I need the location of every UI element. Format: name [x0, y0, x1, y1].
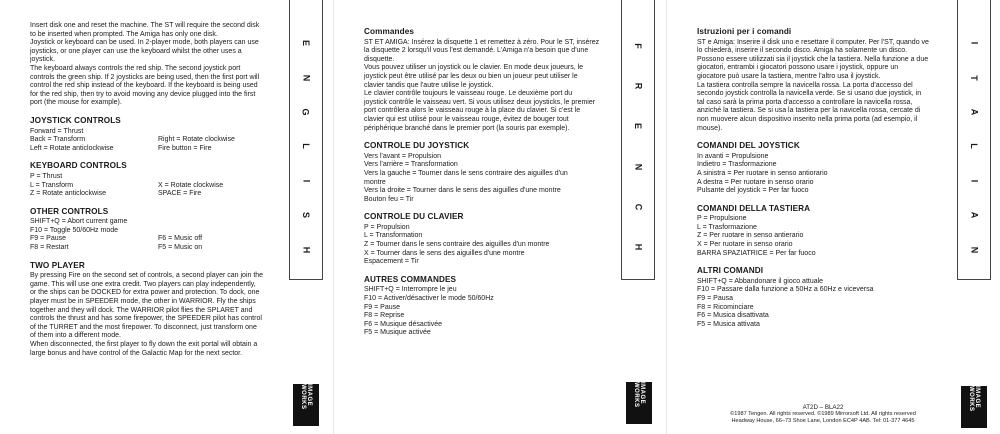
image-works-logo: IMAGE WORKS [961, 386, 987, 428]
tab-letter: E [300, 40, 311, 47]
text-line: F8 = Reprise [364, 312, 405, 320]
text-line: of the TURRET and the most firepower. To disconnect, just transform one [30, 323, 257, 331]
french-section [364, 22, 612, 338]
text-line: P = Propulsion [364, 223, 410, 231]
tab-letter: G [300, 108, 311, 116]
text-line: La tastiera controlla sempre la navicella rossa. La porta d'accesso del [697, 81, 913, 89]
tab-letter: L [301, 143, 311, 150]
text-line: SHIFT+Q = Abort current game [30, 218, 128, 226]
control-entry: Z = Rotate anticlockwise [30, 190, 107, 198]
panel-fold-2 [666, 0, 667, 434]
text-line: périphérique branché dans le premier port (la souris par exemple). [364, 124, 570, 132]
tab-letter: C [633, 203, 643, 210]
english-other-controls [30, 235, 280, 252]
control-entry: SPACE = Fire [158, 190, 202, 198]
text-line: L = Trasformazione [697, 223, 757, 231]
publisher-address: Headway House, 66–73 Shoe Lane, London EC4P 4AB. Tel: 01-377 4645 [731, 418, 915, 425]
text-line: secondo joystick controlla la navicella verde. Se si usano due joystick, in [697, 90, 922, 98]
tab-letter: H [301, 246, 311, 253]
english-other-lines [30, 218, 280, 235]
control-entry: Back = Transform [30, 136, 86, 144]
tab-letter: I [968, 179, 979, 183]
text-line: controls the green ship. If 2 joysticks are being used, then the first port will [30, 73, 260, 81]
text-line: Vers l'avant = Propulsion [364, 152, 442, 160]
text-line: joysticks, or one player can use the keyboard whilst the other uses a [30, 47, 242, 55]
image-works-logo: IMAGE WORKS [293, 384, 319, 426]
control-entry: F9 = Pause [30, 235, 66, 243]
control-entry: F8 = Restart [30, 244, 69, 252]
italian-joystick-title: COMANDI DEL JOYSTICK [697, 141, 800, 151]
english-section [30, 22, 280, 358]
text-line: clavier tandis que l'autre utilise le joystick. [364, 81, 494, 89]
text-line: In avanti = Propulsione [697, 152, 769, 160]
text-line: F9 = Pause [364, 303, 400, 311]
control-entry: F6 = Music off [158, 235, 203, 243]
tab-letter: N [301, 74, 311, 81]
text-line: joystick contrôle le vaisseau vert. Si vous utilisez deux joysticks, le premier [364, 98, 596, 106]
text-line: ST e Amiga: Inserire il disk uno e resettare il computer. Per l'ST, quando ve [697, 38, 929, 46]
text-line: Joystick or keyboard can be used. In 2-player mode, both players can use [30, 39, 259, 47]
text-line: la disquette 2 lorsqu'il vous l'est demandé. L'Amiga n'a besoin que d'une [364, 47, 589, 55]
french-keyboard-controls [364, 224, 612, 267]
italian-keyboard-controls [697, 215, 949, 258]
french-joystick-title: CONTROLE DU JOYSTICK [364, 141, 470, 151]
text-line: SHIFT+Q = Abbandonare il gioco attuale [697, 277, 824, 285]
tab-letter: L [969, 143, 979, 150]
tab-letter: R [633, 82, 643, 90]
tab-letter: A [969, 212, 979, 219]
text-line: F8 = Ricominciare [697, 303, 754, 311]
text-line: Bouton feu = Tir [364, 195, 414, 203]
text-line: Insert disk one and reset the machine. The ST will require the second disk [30, 22, 260, 29]
text-line: port (the mouse for example). [30, 99, 122, 107]
english-other-title: OTHER CONTROLS [30, 206, 109, 216]
english-joystick-forward: Forward = Thrust [30, 127, 84, 135]
text-line: to be inserted when prompted. The Amiga has only one disk. [30, 30, 218, 38]
english-keyboard-controls [30, 173, 280, 199]
text-line: joystick peut être utilisé par les deux ou bien un joueur peut utiliser le [364, 72, 578, 80]
text-line: joystick. [30, 56, 55, 64]
text-line: F10 = Activer/désactiver le mode 50/60Hz [364, 295, 494, 303]
text-line: of them into a different mode. [30, 332, 121, 340]
english-joystick-controls [30, 136, 280, 153]
italian-other-controls [697, 278, 949, 330]
text-line: lo chiederà, inserire il secondo disco. Amiga ha solamente un disco. [697, 47, 908, 55]
english-keyboard-title: KEYBOARD CONTROLS [30, 161, 127, 171]
control-entry: Fire button = Fire [158, 144, 212, 152]
french-intro [364, 39, 612, 134]
tab-letter: E [632, 123, 643, 130]
text-line: F5 = Musique activée [364, 329, 431, 337]
tab-letter: S [300, 212, 311, 219]
text-line: By pressing Fire on the second set of controls, a second player can join the [30, 272, 264, 280]
italian-keyboard-title: COMANDI DELLA TASTIERA [697, 203, 811, 213]
text-line: SHIFT+Q = Interrompre le jeu [364, 286, 457, 294]
italian-joystick-controls [697, 153, 949, 196]
text-line: X = Tourner dans le sens des aiguilles d'une montre [364, 249, 525, 257]
text-line: Pulsante del joystick = Per far fuoco [697, 187, 809, 195]
text-line: non muovere alcun dispositivo inserito nella prima porta (ad esempio, il [697, 115, 918, 123]
text-line: A sinistra = Per ruotare in senso antiorario [697, 169, 828, 177]
text-line: A destra = Per ruotare in senso orario [697, 178, 814, 186]
control-entry: F5 = Music on [158, 244, 203, 252]
text-line: port contrôlera alors le vaisseau rouge à la place du clavier. Si c'est le [364, 107, 581, 115]
french-other-title: AUTRES COMMANDES [364, 274, 457, 284]
panel-fold-1 [333, 0, 334, 434]
text-line: clavier qui est utilisé pour le vaisseau rouge, évitez de bouger tout [364, 115, 569, 123]
text-line: mouse). [697, 124, 723, 132]
text-line: for the red ship, then try to avoid moving any device plugged into the first [30, 90, 256, 98]
text-line: Vers l'arrière = Transformation [364, 161, 458, 169]
text-line: Espacement = Tir [364, 258, 419, 266]
english-tab [289, 0, 323, 280]
control-entry: L = Transform [30, 181, 74, 189]
product-code: AT2D – BLA22 [802, 404, 844, 411]
italian-section [697, 22, 949, 329]
text-line: Le clavier contrôle toujours le vaisseau rouge. Le deuxième port du [364, 90, 573, 98]
french-other-controls [364, 286, 612, 338]
text-line: disquette. [364, 55, 395, 63]
tab-letter: N [633, 163, 643, 170]
tab-letter: T [969, 74, 979, 81]
text-line: player must be in SPEEDER mode, the other in WARRIOR. Fly the ships [30, 298, 256, 306]
tab-letter: I [968, 41, 979, 45]
text-line: Possono essere utilizzati sia il joystick che la tastiera. Nella funzione a due [697, 55, 929, 63]
tab-letter: N [969, 246, 979, 253]
text-line: F9 = Pausa [697, 295, 733, 303]
tab-letter: F [633, 43, 643, 49]
english-two-player-title: TWO PLAYER [30, 260, 85, 270]
text-line: The keyboard always controls the red ship. The second joystick port [30, 64, 241, 72]
text-line: F6 = Musica disattivata [697, 312, 769, 320]
text-line: BARRA SPAZIATRICE = Per far fuoco [697, 249, 816, 257]
text-line: Z = Per ruotare in senso antierario [697, 232, 804, 240]
text-line: montre [364, 178, 386, 186]
text-line: F6 = Musique désactivée [364, 320, 443, 328]
text-line: Z = Tourner dans le sens contraire des aiguilles d'un montre [364, 241, 550, 249]
text-line: F5 = Musica attivata [697, 320, 760, 328]
text-line: giocatore può usare la tastiera, mentre l'altro usa il joystick. [697, 72, 881, 80]
english-intro [30, 22, 280, 108]
english-joystick-title: JOYSTICK CONTROLS [30, 115, 121, 125]
text-line: control the red ship instead of the keyboard. If the keyboard is being used [30, 82, 258, 90]
text-line: anziché la tastiera. Se si usa la tastiera per la navicella rossa, cercate di [697, 107, 921, 115]
image-works-logo: IMAGE WORKS [626, 382, 652, 424]
italian-title: Istruzioni per i comandi [697, 27, 792, 36]
text-line: or the ships can be DOCKED for extra power and protection. To dock, one [30, 289, 260, 297]
text-line: large bonus and have control of the Galactic Map for the next sector. [30, 349, 243, 357]
control-entry: Left = Rotate anticlockwise [30, 144, 114, 152]
english-two-player-text [30, 272, 280, 358]
french-keyboard-title: CONTROLE DU CLAVIER [364, 212, 464, 222]
control-entry: Right = Rotate clockwise [158, 136, 235, 144]
control-entry: X = Rotate clockwise [158, 181, 224, 189]
text-line: X = Per ruotare in senso orario [697, 241, 793, 249]
text-line: F10 = Toggle 50/60Hz mode [30, 226, 119, 234]
text-line: Vers la droite = Tourner dans le sens des aiguilles d'une montre [364, 187, 561, 195]
text-line: giocatori, entrambi i giocatori possono usare i joystick, oppure un [697, 64, 899, 72]
italian-other-title: ALTRI COMANDI [697, 266, 764, 276]
text-line: Indietro = Trasformazione [697, 161, 777, 169]
text-line: ST ET AMIGA: Insérez la disquette 1 et remettez à zéro. Pour le ST, insérez [364, 38, 600, 46]
copyright-text: ©1987 Tengen. All rights reserved. ©1989 Mirrorsoft Ltd. All rights reserved [730, 411, 916, 418]
italian-intro [697, 39, 949, 134]
text-line: L = Transformation [364, 232, 423, 240]
text-line: tal caso sarà la prima porta d'accesso a controllare la navicella rossa, [697, 98, 913, 106]
text-line: together and they will dock. The WARRIOR pilot flies the SPLARET and [30, 306, 253, 314]
text-line: Vers la gauche = Tourner dans le sens contraire des aiguilles d'un [364, 169, 568, 177]
french-tab [621, 0, 655, 280]
french-title: Commandes [364, 27, 415, 36]
text-line: Vous pouvez utiliser un joystick ou le clavier. En mode deux joueurs, le [364, 64, 584, 72]
tab-letter: A [969, 108, 979, 116]
text-line: F10 = Passare dalla funzione a 50Hz a 60Hz e viceversa [697, 286, 874, 294]
control-entry: P = Thrust [30, 172, 63, 180]
text-line: P = Propulsione [697, 215, 747, 223]
italian-tab [957, 0, 991, 280]
text-line: game. This will use one extra credit. Two players can play independently, [30, 280, 256, 288]
text-line: controls the thrust and has some firepower, the SPEEDER pilot has control [30, 315, 262, 323]
tab-letter: I [300, 179, 311, 183]
tab-letter: H [633, 243, 643, 251]
footer-credits [697, 404, 949, 426]
control-entry [158, 173, 280, 182]
text-line: When disconnected, the first player to fly down the exit portal will obtain a [30, 341, 258, 348]
french-joystick-controls [364, 153, 612, 205]
